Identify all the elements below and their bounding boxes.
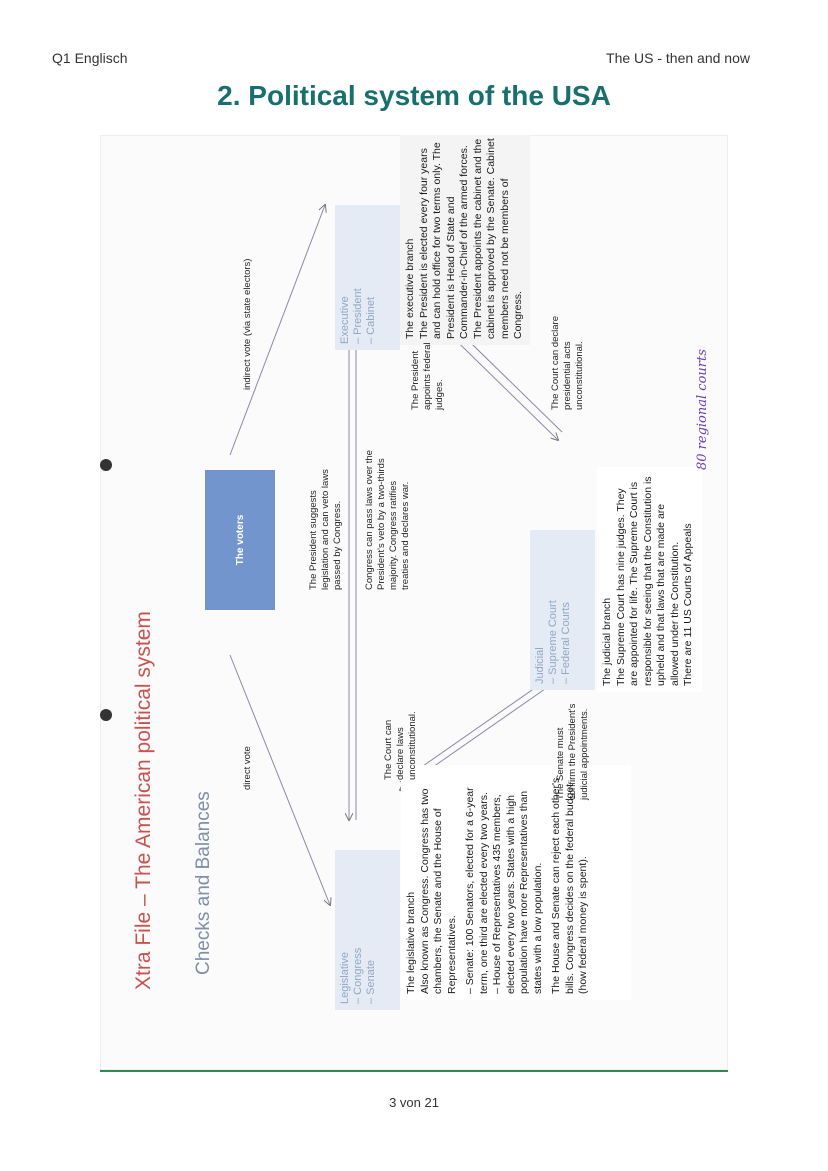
executive-item: – President bbox=[352, 288, 364, 344]
desc-paragraph: – Senate: 100 Senators, elected for a 6-year term, one third are elected every two years. bbox=[464, 787, 490, 994]
executive-box bbox=[335, 205, 400, 350]
indirect-vote-label: indirect vote (via state electors) bbox=[242, 258, 253, 390]
desc-paragraph: Also known as Congress. Congress has two chambers, the Senate and the House of Representatives. bbox=[418, 788, 458, 994]
judicial-item: – Supreme Court bbox=[547, 600, 559, 684]
executive-title: Executive bbox=[339, 296, 351, 344]
legislative-description bbox=[401, 765, 631, 1000]
note-congress-override: Congress can pass laws over the President's veto by a two-thirds majority. Congress ratifies treaties and declares war. bbox=[364, 450, 411, 590]
header-left: Q1 Englisch bbox=[52, 50, 128, 66]
judicial-description bbox=[597, 467, 702, 692]
note-court-laws: The Court can declare laws unconstitutional. bbox=[383, 711, 418, 780]
checks-balances-heading: Checks and Balances bbox=[193, 791, 214, 975]
legislative-item: – Senate bbox=[365, 959, 377, 1004]
executive-desc-title: The executive branch bbox=[404, 238, 416, 339]
note-senate-confirm: The Senate must confirm the President's judicial appointments. bbox=[555, 703, 590, 800]
header-right: The US - then and now bbox=[606, 50, 750, 66]
note-court-acts: The Court can declare presidential acts unconstitutional. bbox=[550, 316, 585, 410]
legislative-title: Legislative bbox=[339, 952, 351, 1004]
note-president-appoints: The President appoints federal judges. bbox=[410, 342, 445, 410]
judicial-item: – Federal Courts bbox=[560, 602, 572, 684]
executive-item: – Cabinet bbox=[365, 296, 377, 344]
desc-paragraph: The House and Senate can reject each other's bills. Congress decides on the federal budget (how federal money is spent). bbox=[550, 777, 589, 994]
note-president-veto: The President suggests legislation and can veto laws passed by Congress. bbox=[308, 469, 343, 590]
legislative-item: – Congress bbox=[352, 947, 364, 1004]
executive-description bbox=[400, 135, 530, 345]
desc-paragraph: There are 11 US Courts of Appeals bbox=[682, 523, 694, 686]
judicial-box bbox=[530, 530, 595, 690]
legislative-box bbox=[335, 850, 400, 1010]
page-title: 2. Political system of the USA bbox=[217, 80, 611, 111]
desc-paragraph: – House of Representatives 435 members, elected every two years. States with a high population have more Representatives than states with a low population. bbox=[491, 790, 544, 994]
voters-box bbox=[205, 470, 275, 610]
punch-hole bbox=[100, 459, 112, 471]
xtra-file-title: Xtra File – The American political system bbox=[132, 611, 155, 990]
legislative-desc-title: The legislative branch bbox=[405, 891, 417, 994]
voters-label: The voters bbox=[234, 514, 246, 566]
judicial-title: Judicial bbox=[534, 647, 546, 684]
handwritten-note: 80 regional courts bbox=[695, 349, 710, 470]
scanned-figure bbox=[100, 135, 728, 1072]
punch-hole bbox=[100, 709, 112, 721]
desc-paragraph: The Supreme Court has nine judges. They are appointed for life. The Supreme Court is responsible for seeing that the Constitution is upheld and that laws that are made are allowed under the Constitution. bbox=[614, 476, 681, 686]
direct-vote-label: direct vote bbox=[242, 746, 253, 790]
judicial-desc-title: The judicial branch bbox=[601, 597, 613, 686]
page-number: 3 von 21 bbox=[389, 1095, 439, 1110]
desc-paragraph: The President is elected every four years and can hold office for two terms only. The President is Head of State and Commander-in-Chief of the armed forces. The President appoints the cabinet and the cabinet is approved by the Senate. Cabinet members need not be members of Congress. bbox=[417, 138, 524, 339]
